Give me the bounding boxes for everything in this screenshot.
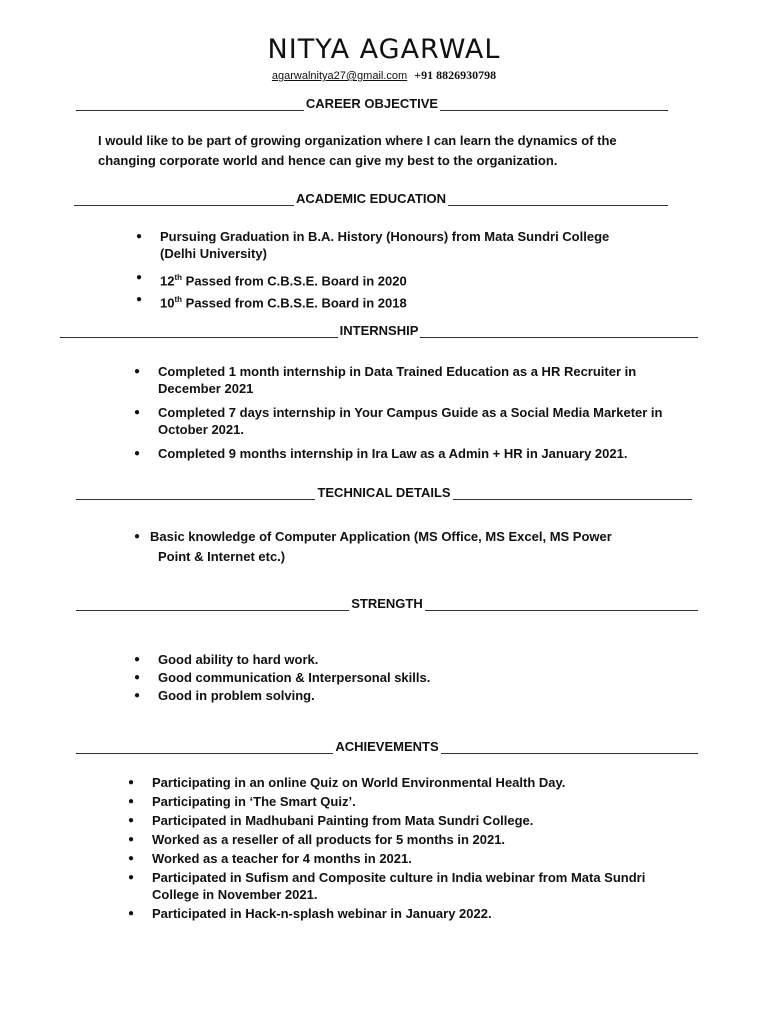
list-item: ● Participated in Madhubani Painting from Mata Sundri College. xyxy=(128,812,718,829)
list-item: ● Completed 7 days internship in Your Campus Guide as a Social Media Marketer in October 2021. xyxy=(134,404,714,438)
list-item: ● Worked as a teacher for 4 months in 2021. xyxy=(128,850,718,867)
candidate-name: NITYA AGARWAL xyxy=(267,34,501,65)
section-title: TECHNICAL DETAILS xyxy=(317,485,451,500)
section-title: CAREER OBJECTIVE xyxy=(305,96,439,111)
education-list xyxy=(136,228,696,312)
list-item: ● Completed 1 month internship in Data Trained Education as a HR Recruiter in December 2021 xyxy=(134,363,714,397)
section-title: INTERNSHIP xyxy=(339,323,419,338)
section-title: ACADEMIC EDUCATION xyxy=(296,191,446,206)
achievements-heading xyxy=(76,740,698,754)
phone-number: +91 8826930798 xyxy=(414,68,497,82)
email-link[interactable]: agarwalnitya27@gmail.com xyxy=(271,70,408,82)
list-item: ● Participating in ‘The Smart Quiz’. xyxy=(128,793,718,810)
achievements-list xyxy=(128,774,718,922)
career-objective-heading xyxy=(76,97,668,111)
strength-list xyxy=(134,651,694,704)
career-objective-text xyxy=(98,131,738,171)
technical-list xyxy=(134,527,714,567)
internship-list xyxy=(134,363,714,462)
list-item: ● Completed 9 months internship in Ira Law as a Admin + HR in January 2021. xyxy=(134,445,714,462)
list-item: ● 10th Passed from C.B.S.E. Board in 2018 xyxy=(136,291,696,311)
list-item: ● Participated in Sufism and Composite culture in India webinar from Mata Sundri College in November 2021. xyxy=(128,869,718,903)
list-item: ● Good ability to hard work. xyxy=(134,651,694,668)
strength-heading xyxy=(76,597,698,611)
list-item: ● Participated in Hack-n-splash webinar in January 2022. xyxy=(128,905,718,922)
list-item: ● Good communication & Interpersonal skills. xyxy=(134,669,694,686)
contact-line xyxy=(0,68,768,83)
internship-heading xyxy=(60,324,698,338)
list-item: ● Good in problem solving. xyxy=(134,687,694,704)
list-item: ● Participating in an online Quiz on World Environmental Health Day. xyxy=(128,774,718,791)
academic-education-heading xyxy=(74,192,668,206)
list-item: ● 12th Passed from C.B.S.E. Board in 2020 xyxy=(136,269,696,289)
paragraph-line: changing corporate world and hence can give my best to the organization. xyxy=(98,153,558,168)
list-item: ● Pursuing Graduation in B.A. History (Honours) from Mata Sundri College (Delhi University) xyxy=(136,228,696,262)
list-item: ● Worked as a reseller of all products for 5 months in 2021. xyxy=(128,831,718,848)
list-item: ● Basic knowledge of Computer Application (MS Office, MS Excel, MS Power Point & Internet etc.) xyxy=(134,527,714,567)
section-title: STRENGTH xyxy=(351,596,423,611)
section-title: ACHIEVEMENTS xyxy=(335,739,439,754)
technical-details-heading xyxy=(76,486,692,500)
paragraph-line: I would like to be part of growing organization where I can learn the dynamics of the xyxy=(98,133,617,148)
